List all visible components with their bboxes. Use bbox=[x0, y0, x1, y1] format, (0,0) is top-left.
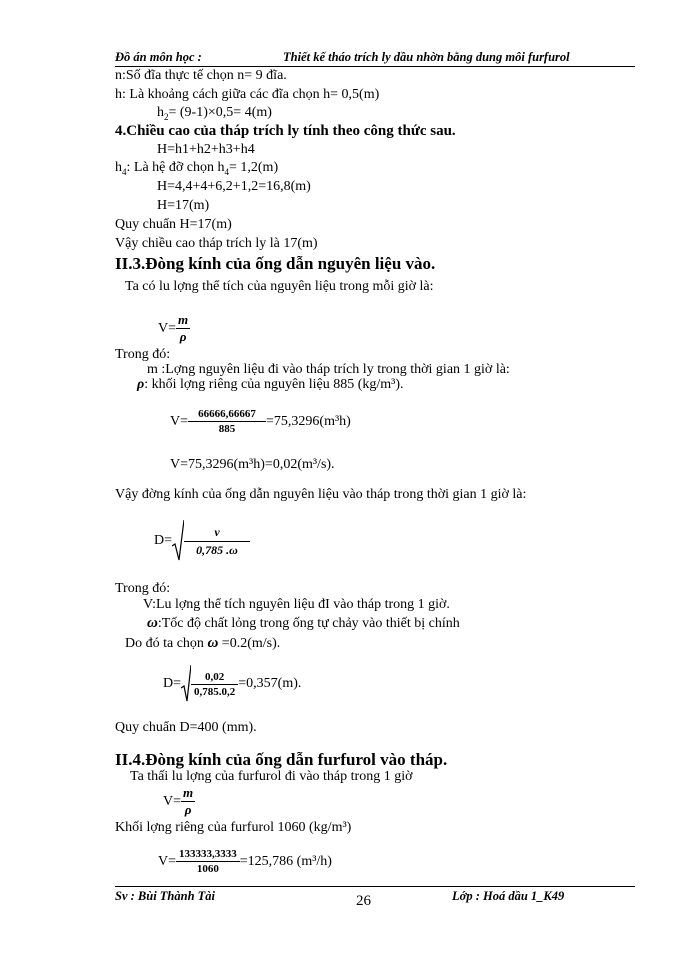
def-omega: ω:Tốc độ chất lỏng trong ống tự chảy vào thiết bị chính bbox=[147, 615, 460, 631]
where-label-1: Trong đó: bbox=[115, 347, 171, 362]
formula-h-rounded: H=17(m) bbox=[157, 198, 210, 213]
line-h-standard: Quy chuẩn H=17(m) bbox=[115, 217, 232, 232]
line-h4: $h_4$: Là hệ đỡ chọn $h_4= 1,2(m)$ bbox=[115, 160, 279, 177]
section-ii3-title: II.3.Đòng kính của ống dẫn nguyên liệu vào. bbox=[115, 254, 436, 273]
conclusion-d: Vậy đờng kính của ống dẫn nguyên liệu vào tháp trong thời gian 1 giờ là: bbox=[115, 487, 527, 502]
def-m: m :Lợng nguyên liệu đi vào tháp trích ly trong thời gian 1 giờ là: bbox=[147, 362, 510, 377]
footer-author: Sv : Bùi Thành Tài bbox=[115, 889, 216, 903]
choose-omega: Do đó ta chọn ω =0.2(m/s). bbox=[125, 635, 281, 651]
footer-rule bbox=[115, 886, 635, 887]
footer-class: Lớp : Hoá dầu 1_K49 bbox=[452, 889, 565, 903]
def-v: V:Lu lợng thể tích nguyên liệu đI vào tháp trong 1 giờ. bbox=[143, 597, 450, 612]
section-ii4-title: II.4.Đòng kính của ống dẫn furfurol vào tháp. bbox=[115, 750, 448, 769]
formula-v-converted: V=75,3296(m³h)=0,02(m³/s). bbox=[170, 457, 335, 472]
header-right: Thiết kế tháo trích ly dầu nhờn bằng dung môi furfurol bbox=[283, 50, 570, 64]
formula-v-calc: V= $\frac{66666,66667}{885}$ =75,3296(m³h) bbox=[170, 408, 351, 435]
omega-symbol: ω bbox=[147, 615, 158, 631]
header-rule bbox=[115, 66, 635, 67]
heading-tower-height: 4.Chiều cao của tháp trích ly tính theo công thức sau. bbox=[115, 123, 456, 139]
section-ii3-intro: Ta có lu lợng thể tích của nguyên liệu trong mỗi giờ là: bbox=[125, 279, 434, 294]
sqrt-sign-icon-2 bbox=[181, 665, 191, 703]
formula-v-furfurol: V= $\frac{133333,3333}{1060}$ =125,786 (m³/h) bbox=[158, 848, 332, 875]
line-h-conclusion: Vậy chiều cao tháp trích ly là 17(m) bbox=[115, 236, 318, 251]
omega-symbol-2: ω bbox=[207, 635, 219, 651]
header-left: Đồ án môn học : bbox=[115, 50, 202, 64]
formula-h-sum: H=h1+h2+h3+h4 bbox=[157, 142, 255, 157]
def-rho: ρ: khối lợng riêng của nguyên liệu 885 (kg/m³). bbox=[137, 377, 404, 392]
formula-v-m-rho: V= $\frac{m}{\rho}$ bbox=[158, 312, 189, 344]
sqrt-sign-icon bbox=[172, 520, 184, 562]
where-label-2: Trong đó: bbox=[115, 581, 171, 596]
density-furfurol: Khối lợng riêng của furfurol 1060 (kg/m³) bbox=[115, 820, 352, 835]
formula-d-calc: D= 0,02 0,785.0,2 =0,357(m). bbox=[163, 665, 301, 703]
line-d-standard: Quy chuẩn D=400 (mm). bbox=[115, 720, 257, 735]
formula-d-sqrt: D= v 0,785 .ω bbox=[154, 520, 250, 562]
formula-v-m-rho-2: V= $\frac{m}{\rho}$ bbox=[163, 785, 194, 817]
page-number: 26 bbox=[356, 893, 371, 909]
rho-symbol: ρ bbox=[137, 377, 145, 392]
line-disc-spacing: h: Là khoảng cách giữa các đĩa chọn h= 0,5(m) bbox=[115, 87, 380, 102]
line-h2: $h_2= (9-1)\times 0,5= 4(m)$ bbox=[157, 105, 272, 122]
section-ii4-intro: Ta thấi lu lợng của furfurol đi vào tháp trong 1 giờ bbox=[130, 769, 413, 784]
line-disc-count: n:Số đĩa thực tế chọn n= 9 đĩa. bbox=[115, 68, 287, 83]
times-sign: × bbox=[207, 105, 216, 120]
formula-h-value: H=4,4+4+6,2+1,2=16,8(m) bbox=[157, 179, 311, 194]
